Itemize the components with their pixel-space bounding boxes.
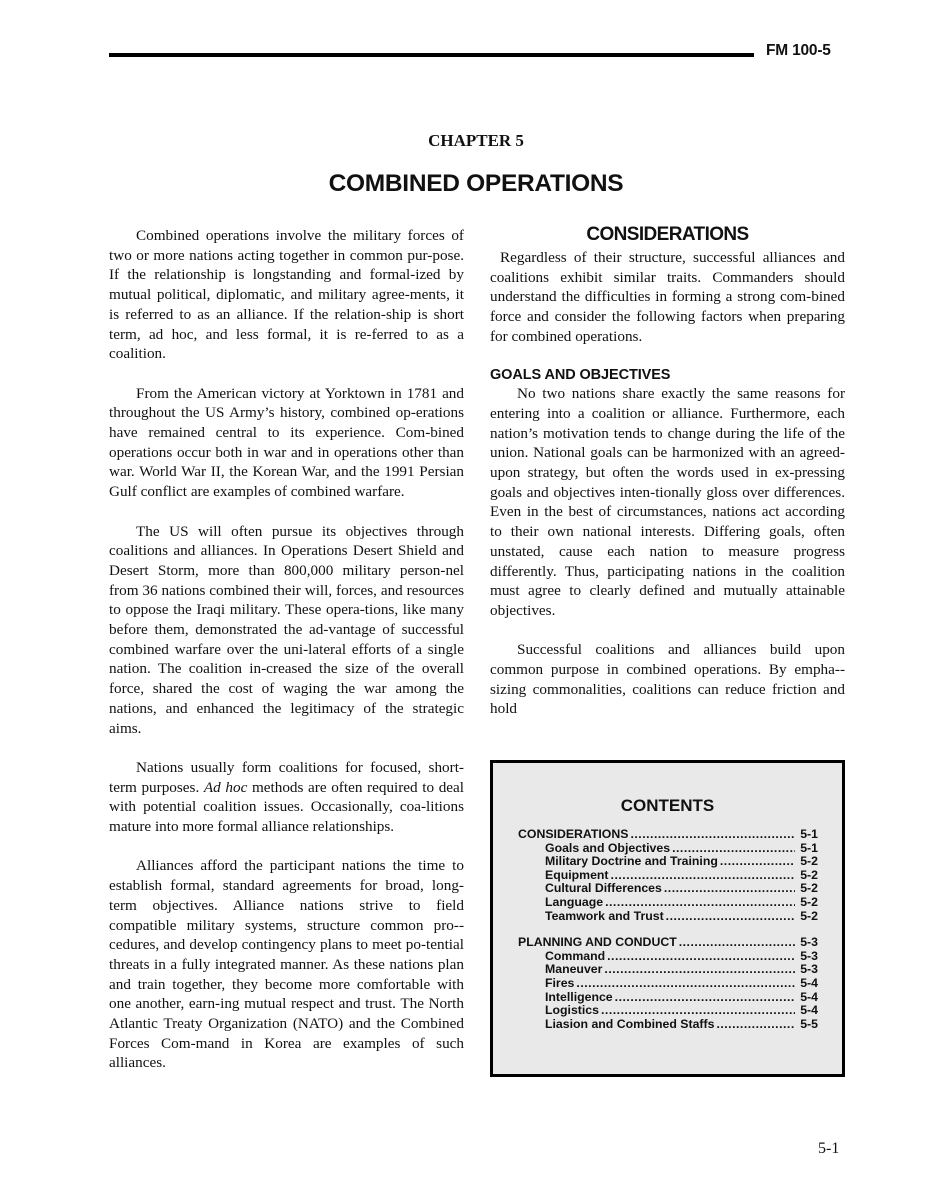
intro-paragraph: Combined operations involve the military forces of two or more nations acting together in common pur-pose. If the relationship is longstanding and formal-ized by mutual political, diplomatic, and military agree-ments, it is referred to as an alliance. If the relation-ship is short term, ad hoc, and less formal, it is re-ferred to as a coalition. bbox=[109, 227, 464, 363]
toc-entry[interactable] bbox=[518, 977, 818, 991]
toc-entry[interactable] bbox=[518, 869, 818, 883]
toc-leader-dots bbox=[607, 950, 795, 964]
history-paragraph: From the American victory at Yorktown in 1781 and throughout the US Army’s history, combined op-erations have remained central to its experience. Com-bined operations occur both in war and in operations other than war. World War II, the Korean War, and the 1991 Persian Gulf conflict are examples of combined warfare. bbox=[109, 384, 464, 501]
chapter-number: CHAPTER 5 bbox=[428, 131, 524, 150]
toc-entry-label: Logistics bbox=[545, 1003, 599, 1018]
desert-storm-paragraph: The US will often pursue its objectives through coalitions and alliances. In Operations Desert Shield and Desert Storm, more than 800,000 military person-nel from 36 nations combined their will, forces, and resources to oppose the Iraqi military. These opera-tions, like many before them, demonstrated the ad-vantage of successful combined warfare over the uni-lateral efforts of a single nation. The coalition in-creased the size of the overall force, shared the cost of waging the war among the nations, and enhanced the legitimacy of the strategic aims. bbox=[109, 522, 464, 737]
toc-entry-label: CONSIDERATIONS bbox=[518, 827, 629, 841]
toc-entry-label: Fires bbox=[545, 975, 575, 990]
toc-leader-dots bbox=[611, 869, 795, 883]
toc-leader-dots bbox=[630, 828, 795, 842]
toc-leader-dots bbox=[664, 882, 795, 896]
toc-leader-dots bbox=[720, 855, 795, 869]
toc-entry-label: Language bbox=[545, 894, 604, 909]
coalitions-text-a: Nations usually form coalitions for focused, short-term purposes. bbox=[109, 758, 464, 796]
toc-entry[interactable] bbox=[518, 828, 818, 842]
toc-entry-label: Military Doctrine and Training bbox=[545, 854, 718, 869]
section-heading-considerations: CONSIDERATIONS bbox=[586, 224, 749, 245]
toc-entry[interactable] bbox=[518, 842, 818, 856]
toc-entry[interactable] bbox=[518, 950, 818, 964]
toc-leader-dots bbox=[615, 991, 795, 1005]
document-code: FM 100-5 bbox=[766, 42, 831, 59]
toc-entry-page: 5-3 bbox=[800, 948, 818, 963]
toc-entry-label: Equipment bbox=[545, 867, 609, 882]
considerations-paragraph: Regardless of their structure, successful alliances and coalitions exhibit similar traits. Commanders should understand the difficulties in forming a strong com-bined force and consider the following factors when preparing for combined operations. bbox=[490, 249, 845, 345]
toc-leader-dots bbox=[604, 963, 795, 977]
toc-entry-page: 5-1 bbox=[800, 827, 818, 841]
ad-hoc-italic: Ad hoc bbox=[203, 778, 248, 796]
toc-entry-page: 5-2 bbox=[800, 854, 818, 869]
toc-entry-page: 5-5 bbox=[800, 1016, 818, 1031]
toc-entry-label: Liasion and Combined Staffs bbox=[545, 1016, 715, 1031]
toc-leader-dots bbox=[672, 842, 795, 856]
goals-paragraph: No two nations share exactly the same reasons for entering into a coalition or alliance. Furthermore, each nation’s motivation tends to change during the life of the union. National goals can be harmonized with an agreed-upon strategy, but often the words used in ex-pressing goals and objectives inten-tionally gloss over differences. Even in the best of circumstances, nations act according to their own national interests. Differing goals, often unstated, cause each nation to measure progress differently. Thus, participating nations in the coalition must agree to clearly defined and mutually attainable objectives. bbox=[490, 385, 845, 619]
coalitions-paragraph bbox=[109, 758, 464, 837]
toc-entry-label: Goals and Objectives bbox=[545, 840, 671, 855]
left-column bbox=[109, 226, 464, 1093]
toc-leader-dots bbox=[601, 1004, 795, 1018]
toc-entry-label: Cultural Differences bbox=[545, 881, 662, 896]
toc-leader-dots bbox=[679, 936, 795, 950]
toc-entry[interactable] bbox=[518, 991, 818, 1005]
toc-entry[interactable] bbox=[518, 896, 818, 910]
subsection-heading-goals: GOALS AND OBJECTIVES bbox=[490, 367, 671, 384]
toc-entry-page: 5-2 bbox=[800, 894, 818, 909]
toc-group-considerations bbox=[518, 828, 818, 923]
toc-leader-dots bbox=[716, 1018, 795, 1032]
contents-box bbox=[490, 760, 845, 1077]
toc-entry-page: 5-1 bbox=[800, 840, 818, 855]
toc-entry[interactable] bbox=[518, 910, 818, 924]
right-column bbox=[490, 224, 845, 739]
success-paragraph: Successful coalitions and alliances build upon common purpose in combined operations. By empha-sizing commonalities, coalitions can reduce friction and hold bbox=[490, 641, 845, 718]
alliances-paragraph: Alliances afford the participant nations the time to establish formal, standard agreements for broad, long-term objectives. Alliance nations strive to field compatible military systems, structure common pro-cedures, and develop contingency plans to meet po-tential threats in a fully integrated manner. As these nations plan and train together, they become more comfortable with one another, earn-ing mutual respect and trust. The North Atlantic Treaty Organization (NATO) and the Combined Forces Com-mand in Korea are examples of such alliances. bbox=[109, 857, 464, 1072]
toc-leader-dots bbox=[666, 910, 795, 924]
toc-entry[interactable] bbox=[518, 963, 818, 977]
toc-entry[interactable] bbox=[518, 1018, 818, 1032]
header-rule bbox=[109, 53, 754, 57]
table-of-contents bbox=[518, 828, 818, 1044]
toc-entry-label: Maneuver bbox=[545, 962, 603, 977]
contents-title: CONTENTS bbox=[620, 796, 715, 815]
toc-entry-page: 5-4 bbox=[800, 989, 818, 1004]
toc-entry-page: 5-2 bbox=[800, 867, 818, 882]
toc-entry-page: 5-2 bbox=[800, 881, 818, 896]
page-number: 5-1 bbox=[818, 1140, 840, 1157]
toc-entry[interactable] bbox=[518, 855, 818, 869]
toc-entry-page: 5-4 bbox=[800, 975, 818, 990]
toc-entry[interactable] bbox=[518, 936, 818, 950]
toc-entry-page: 5-3 bbox=[800, 962, 818, 977]
toc-entry-page: 5-3 bbox=[800, 935, 818, 950]
toc-entry-label: Teamwork and Trust bbox=[545, 908, 664, 923]
toc-entry-page: 5-4 bbox=[800, 1003, 818, 1018]
toc-entry[interactable] bbox=[518, 882, 818, 896]
toc-entry[interactable] bbox=[518, 1004, 818, 1018]
toc-leader-dots bbox=[576, 977, 795, 991]
toc-entry-label: PLANNING AND CONDUCT bbox=[518, 935, 677, 950]
coalitions-text-b: methods are often required to deal with potential coalition issues. Occasionally, coa-litions mature into more formal alliance relationships. bbox=[109, 778, 465, 836]
toc-entry-page: 5-2 bbox=[800, 908, 818, 923]
toc-leader-dots bbox=[605, 896, 795, 910]
toc-entry-label: Command bbox=[545, 948, 606, 963]
chapter-title: COMBINED OPERATIONS bbox=[328, 170, 624, 197]
toc-entry-label: Intelligence bbox=[545, 989, 613, 1004]
toc-group-planning-and-conduct bbox=[518, 936, 818, 1031]
